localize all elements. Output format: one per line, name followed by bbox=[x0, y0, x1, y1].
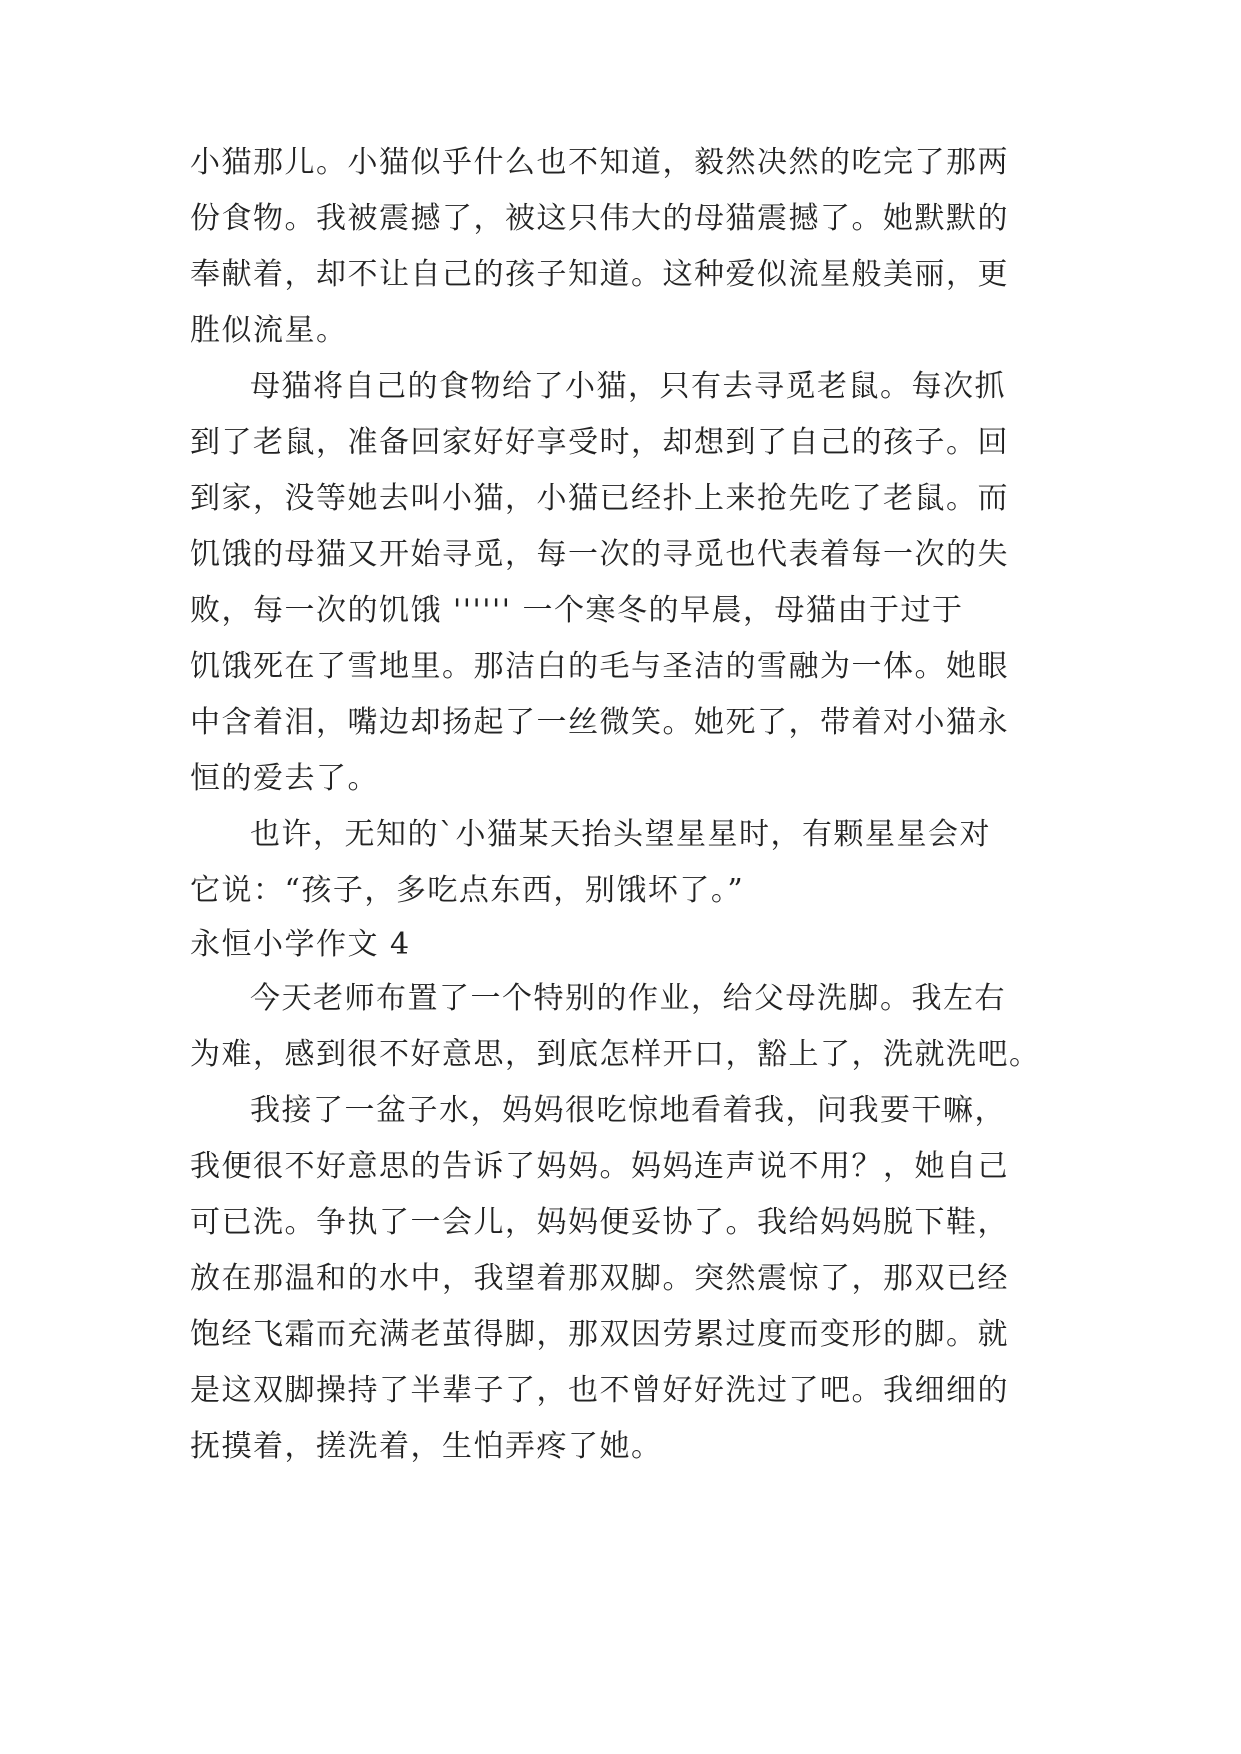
text-line: 到家，没等她去叫小猫，小猫已经扑上来抢先吃了老鼠。而 bbox=[190, 481, 1009, 516]
text-line: 母猫将自己的食物给了小猫，只有去寻觅老鼠。每次抓 bbox=[250, 369, 1006, 404]
text-line: 胜似流星。 bbox=[190, 313, 348, 348]
text-line: 恒的爱去了。 bbox=[190, 761, 379, 796]
text-line: 饱经飞霜而充满老茧得脚，那双因劳累过度而变形的脚。就 bbox=[190, 1317, 1009, 1352]
text-line: 小猫那儿。小猫似乎什么也不知道，毅然决然的吃完了那两 bbox=[190, 145, 1009, 180]
text-line: 为难，感到很不好意思，到底怎样开口，豁上了，洗就洗吧。 bbox=[190, 1037, 1041, 1072]
text-line: 我便很不好意思的告诉了妈妈。妈妈连声说不用？，她自己 bbox=[190, 1149, 1009, 1184]
text-line: 到了老鼠，准备回家好好享受时，却想到了自己的孩子。回 bbox=[190, 425, 1009, 460]
text-line: 份食物。我被震撼了，被这只伟大的母猫震撼了。她默默的 bbox=[190, 201, 1009, 236]
text-line: 是这双脚操持了半辈子了，也不曾好好洗过了吧。我细细的 bbox=[190, 1373, 1009, 1408]
text-line: 饥饿的母猫又开始寻觅，每一次的寻觅也代表着每一次的失 bbox=[190, 537, 1009, 572]
text-line: 放在那温和的水中，我望着那双脚。突然震惊了，那双已经 bbox=[190, 1261, 1009, 1296]
text-line: 我接了一盆子水，妈妈很吃惊地看着我，问我要干嘛， bbox=[250, 1093, 1006, 1128]
text-line: 饥饿死在了雪地里。那洁白的毛与圣洁的雪融为一体。她眼 bbox=[190, 649, 1009, 684]
text-line: 抚摸着，搓洗着，生怕弄疼了她。 bbox=[190, 1429, 663, 1464]
section-heading: 永恒小学作文 4 bbox=[190, 927, 411, 962]
document-page bbox=[190, 0, 1050, 1754]
text-line: 中含着泪，嘴边却扬起了一丝微笑。她死了，带着对小猫永 bbox=[190, 705, 1009, 740]
text-line: 也许，无知的`小猫某天抬头望星星时，有颗星星会对 bbox=[250, 817, 991, 852]
text-line: 奉献着，却不让自己的孩子知道。这种爱似流星般美丽，更 bbox=[190, 257, 1009, 292]
text-line: 可已洗。争执了一会儿，妈妈便妥协了。我给妈妈脱下鞋， bbox=[190, 1205, 1009, 1240]
text-line: 它说：“孩子，多吃点东西，别饿坏了。” bbox=[190, 873, 745, 908]
text-line: 今天老师布置了一个特别的作业，给父母洗脚。我左右 bbox=[250, 981, 1006, 1016]
text-line: 败，每一次的饥饿 '''''' 一个寒冬的早晨，母猫由于过于 bbox=[190, 593, 964, 628]
